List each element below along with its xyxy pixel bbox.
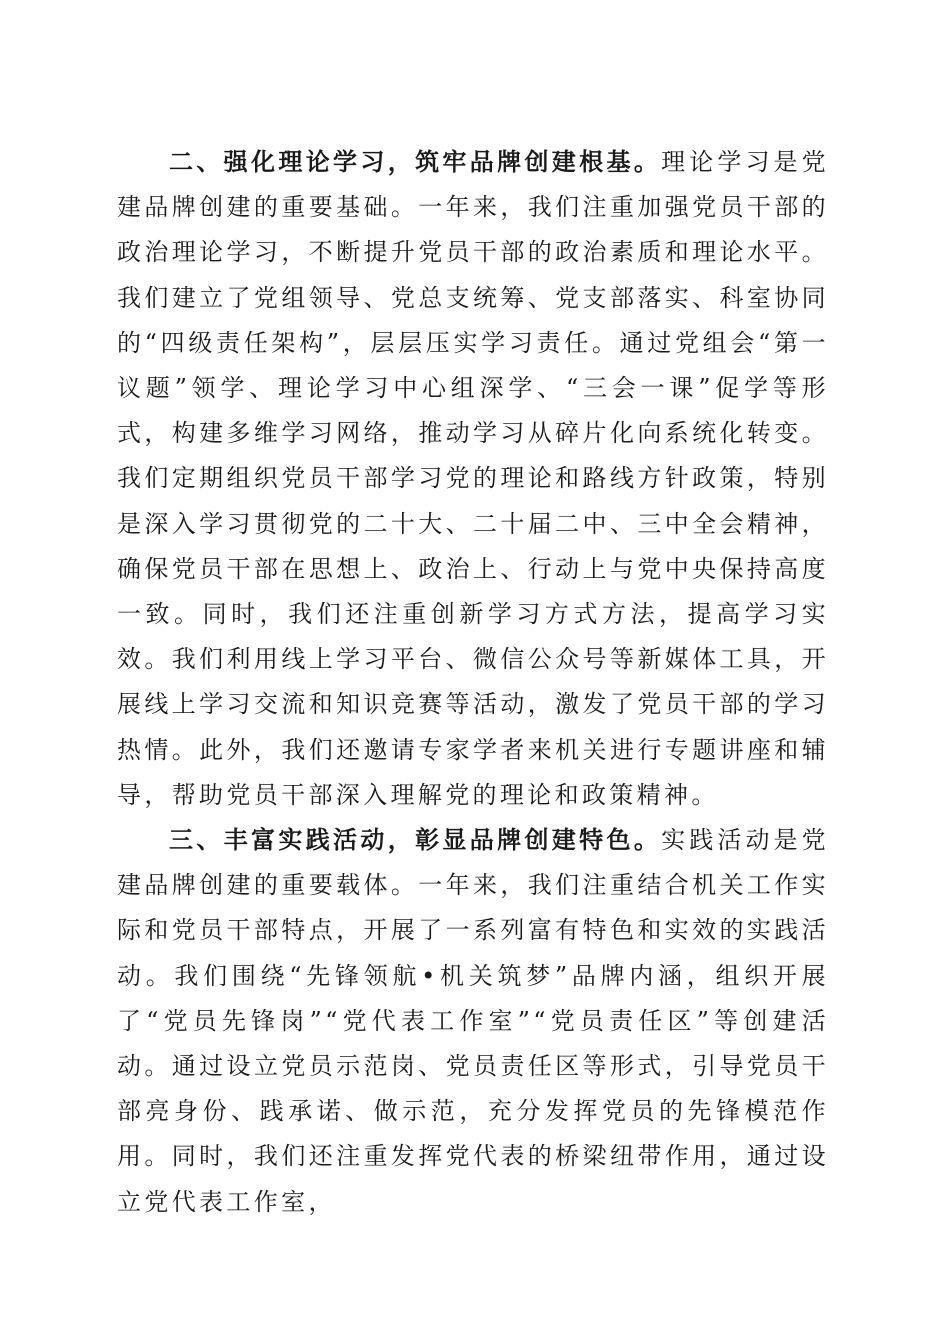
paragraph-theory-study xyxy=(117,140,829,818)
section-heading-3: 三、丰富实践活动，彰显品牌创建特色。 xyxy=(169,826,662,855)
section-body-3: 实践活动是党建品牌创建的重要载体。一年来，我们注重结合机关工作实际和党员干部特点，开展了一系列富有特色和实效的实践活动。我们围绕“先锋领航•机关筑梦”品牌内涵，组织开展了“党员先锋岗”“党代表工作室”“党员责任区”等创建活动。通过设立党员示范岗、党员责任区等形式，引导党员干部亮身份、践承诺、做示范，充分发挥党员的先锋模范作用。同时，我们还注重发挥党代表的桥梁纽带作用，通过设立党代表工作室， xyxy=(117,826,829,1216)
document-page xyxy=(117,140,829,1225)
paragraph-practice-activities xyxy=(117,818,829,1225)
section-heading-2: 二、强化理论学习，筑牢品牌创建根基。 xyxy=(169,148,662,176)
section-body-2: 理论学习是党建品牌创建的重要基础。一年来，我们注重加强党员干部的政治理论学习，不断提升党员干部的政治素质和理论水平。我们建立了党组领导、党总支统筹、党支部落实、科室协同的“四级责任架构”，层层压实学习责任。通过党组会“第一议题”领学、理论学习中心组深学、“三会一课”促学等形式，构建多维学习网络，推动学习从碎片化向系统化转变。我们定期组织党员干部学习党的理论和路线方针政策，特别是深入学习贯彻党的二十大、二十届二中、三中全会精神，确保党员干部在思想上、政治上、行动上与党中央保持高度一致。同时，我们还注重创新学习方式方法，提高学习实效。我们利用线上学习平台、微信公众号等新媒体工具，开展线上学习交流和知识竞赛等活动，激发了党员干部的学习热情。此外，我们还邀请专家学者来机关进行专题讲座和辅导，帮助党员干部深入理解党的理论和政策精神。 xyxy=(117,148,829,809)
